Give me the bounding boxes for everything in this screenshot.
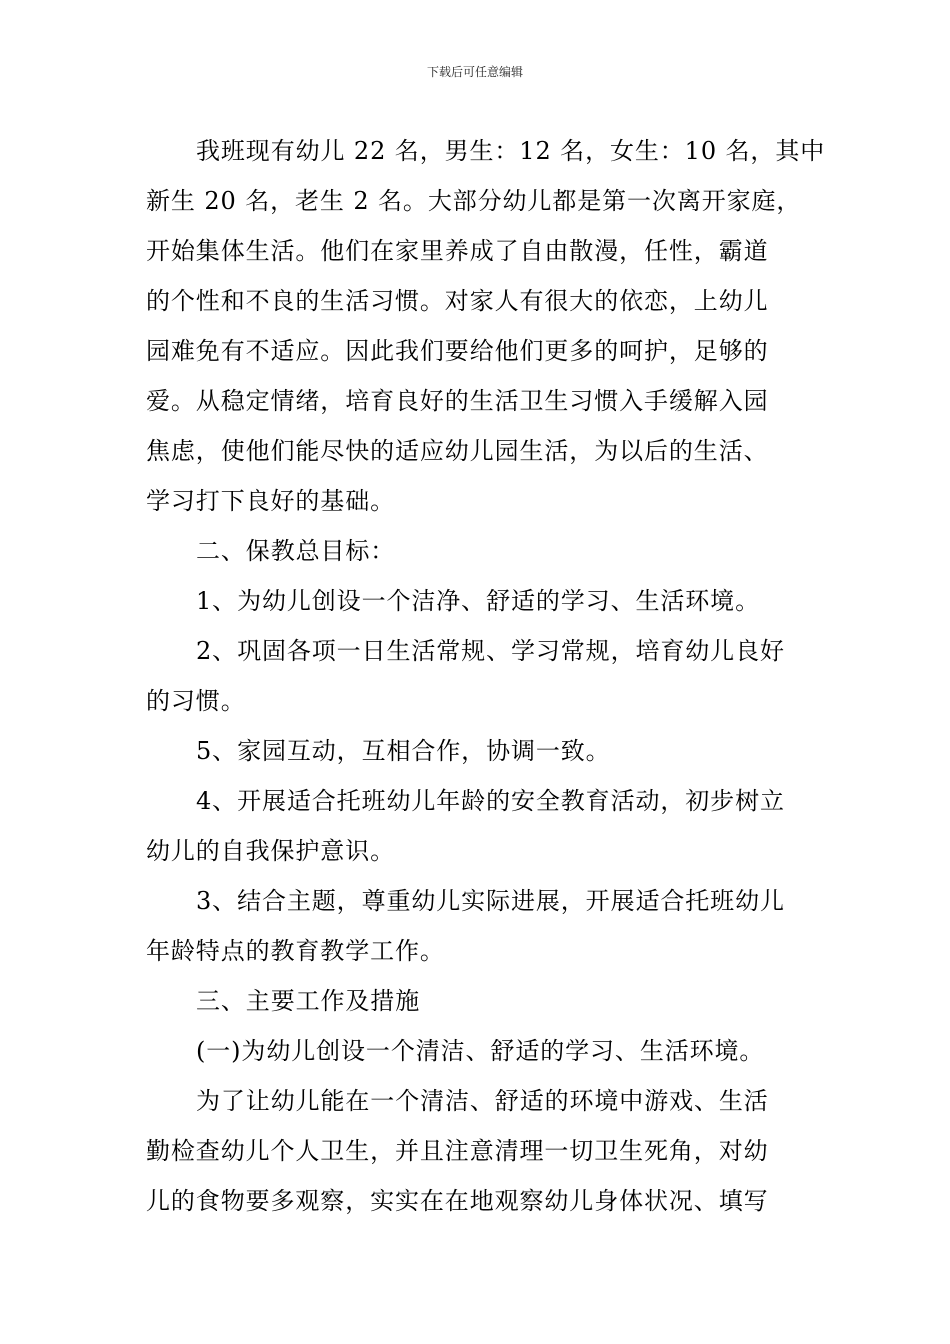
text-line: 1、为幼儿创设一个洁净、舒适的学习、生活环境。	[196, 587, 760, 615]
text-line: 5、家园互动，互相合作，协调一致。	[196, 737, 611, 765]
text-line: 我班现有幼儿 22 名，男生：12 名，女生：10 名，其中	[196, 137, 826, 165]
text-line: 为了让幼儿能在一个清洁、舒适的环境中游戏、生活	[196, 1087, 769, 1115]
subsection-heading: (一)为幼儿创设一个清洁、舒适的学习、生活环境。	[196, 1037, 765, 1065]
section-heading: 三、主要工作及措施	[196, 987, 421, 1015]
text-line: 的个性和不良的生活习惯。对家人有很大的依恋，上幼儿	[146, 287, 769, 315]
text-line: 开始集体生活。他们在家里养成了自由散漫，任性，霸道	[146, 237, 769, 265]
text-line: 新生 20 名，老生 2 名。大部分幼儿都是第一次离开家庭，	[146, 187, 802, 215]
text-line: 3、结合主题，尊重幼儿实际进展，开展适合托班幼儿	[196, 887, 785, 915]
section-heading: 二、保教总目标：	[196, 537, 396, 565]
text-line: 儿的食物要多观察，实实在在地观察幼儿身体状况、填写	[146, 1187, 769, 1215]
text-line: 爱。从稳定情绪，培育良好的生活卫生习惯入手缓解入园	[146, 387, 769, 415]
text-line: 2、巩固各项一日生活常规、学习常规，培育幼儿良好	[196, 637, 785, 665]
document-body	[146, 126, 826, 1226]
text-line: 年龄特点的教育教学工作。	[146, 937, 445, 965]
text-line: 的习惯。	[146, 687, 246, 715]
text-line: 勤检查幼儿个人卫生，并且注意清理一切卫生死角，对幼	[146, 1137, 769, 1165]
header-note: 下载后可任意编辑	[426, 65, 523, 79]
text-line: 园难免有不适应。因此我们要给他们更多的呵护，足够的	[146, 337, 769, 365]
text-line: 焦虑，使他们能尽快的适应幼儿园生活，为以后的生活、	[146, 437, 769, 465]
text-line: 幼儿的自我保护意识。	[146, 837, 395, 865]
text-line: 学习打下良好的基础。	[146, 487, 395, 515]
text-line: 4、开展适合托班幼儿年龄的安全教育活动，初步树立	[196, 787, 785, 815]
